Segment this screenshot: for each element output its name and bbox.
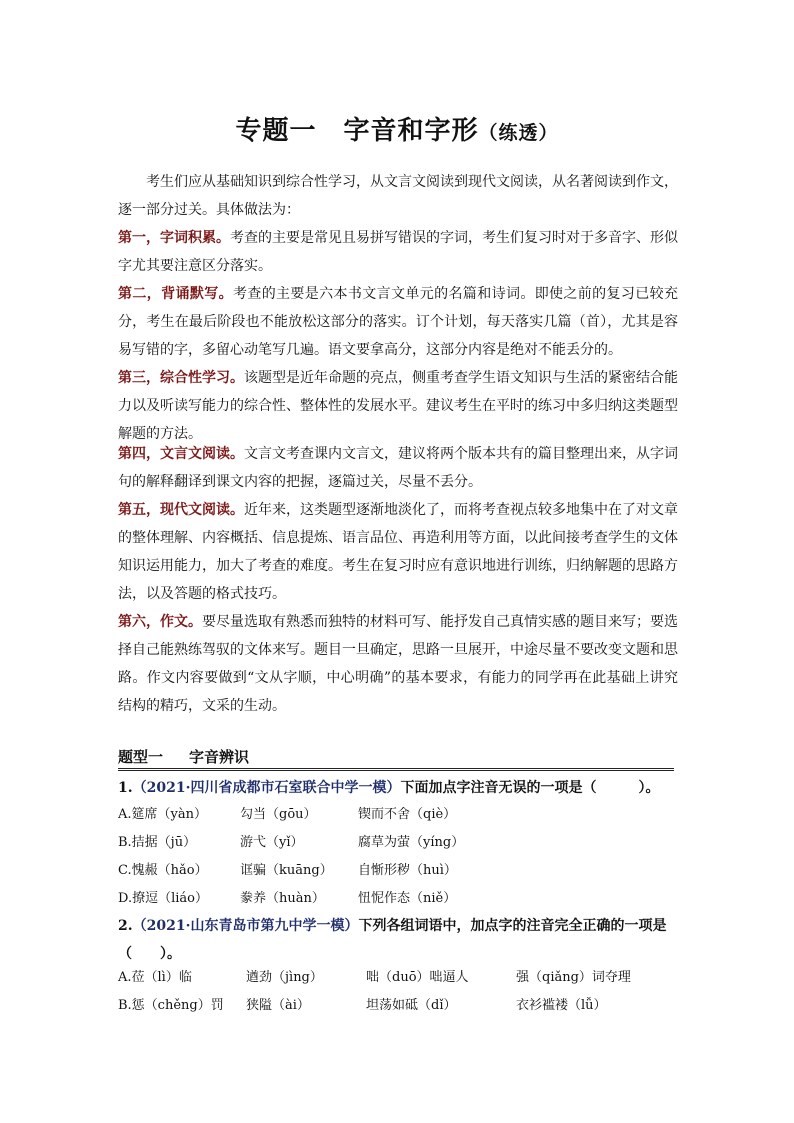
option-item: D.撩逗（liáo） [118,891,208,906]
option-item: 衣衫褴褛（lǚ） [516,998,607,1013]
step-body: 要尽量选取有熟悉而独特的材料可写、能抒发自己真情实感的题目来写；要选择自己能熟练驾驭的文体来写。题目一旦确定，思路一旦展开，中途尽量不要改变文题和思路。作文内容要做到“文从字顺，中心明确”的基本要求，有能力的同学再在此基础上讲究结构的精巧，文采的生动。 [118,614,678,714]
option-item: 强（qiǎng）词夺理 [516,970,631,985]
question-1-number: 1. [118,780,133,796]
step-paragraph [118,440,678,496]
option-item: 坦荡如砥（dǐ） [366,998,457,1013]
option-item: 勾当（gōu） [240,807,317,822]
step-paragraph [118,608,678,720]
option-item: C.愧赧（hǎo） [118,863,208,878]
step-heading: 第一，字词积累。 [118,230,230,246]
section-heading [118,746,674,771]
step-heading: 第五，现代文阅读。 [118,502,244,518]
question-2-source: （2021·山东青岛市第九中学一模） [132,918,359,934]
step-heading: 第四，文言文阅读。 [118,446,244,462]
option-row [118,885,678,913]
option-item: B.惩（chěng）罚 [118,998,224,1013]
option-row [118,857,678,885]
step-body: 近年来，这类题型逐渐地淡化了，而将考查视点较多地集中在了对文章的整体理解、内容概括、信息提炼、语言品位、再造利用等方面，以此间接考查学生的文体知识运用能力，加大了考查的难度。考生在复习时应有意识地进行训练，归纳解题的思路方法，以及答题的格式技巧。 [118,502,678,602]
question-2-text: 下列各组词语中，加点字的注音完全正确的一项是（ ）。 [118,918,667,962]
page-title [0,110,794,147]
step-heading: 第三，综合性学习。 [118,370,244,386]
option-row [118,964,678,992]
question-2-stem [118,912,678,968]
step-paragraph [118,364,678,448]
question-1-text: 下面加点字注音无误的一项是（ ）。 [400,780,660,796]
question-2-number: 2. [118,918,133,934]
step-paragraph [118,496,678,608]
step-body: 考查的主要是常见且易拼写错误的字词，考生们复习时对于多音字、形似字尤其要注意区分落实。 [118,230,678,274]
option-row [118,829,678,857]
step-paragraph [118,280,678,364]
option-item: 自惭形秽（huì） [358,863,457,878]
option-item: A.筵席（yàn） [118,807,207,822]
section-label: 题型一 [118,748,164,766]
question-1-source: （2021·四川省成都市石室联合中学一模） [132,780,401,796]
option-item: 咄（duō）咄逼人 [366,970,469,985]
option-item: 忸怩作态（niě） [358,891,457,906]
option-row [118,801,678,829]
title-sub: （练透） [478,122,559,144]
title-main: 专题一 字音和字形 [235,116,479,146]
option-item: 游弋（yǐ） [240,835,304,850]
intro-paragraph: 考生们应从基础知识到综合性学习，从文言文阅读到现代文阅读，从名著阅读到作文，逐一部分过关。具体做法为： [118,174,678,218]
option-item: 遒劲（jìng） [246,970,323,985]
option-row [118,992,678,1020]
step-body: 考查的主要是六本书文言文单元的名篇和诗词。即使之前的复习已较充分，考生在最后阶段也不能放松这部分的落实。订个计划，每天落实几篇（首），尤其是容易写错的字，多留心动笔写几遍。语文要拿高分，这部分内容是绝对不能丢分的。 [118,286,679,358]
step-heading: 第六，作文。 [118,614,202,630]
option-item: B.拮据（jū） [118,835,197,850]
option-item: 豢养（huàn） [240,891,325,906]
option-item: 锲而不舍（qiè） [358,807,457,822]
section-name: 字音辨识 [189,748,250,766]
step-paragraph [118,224,678,280]
step-heading: 第二，背诵默写。 [118,286,233,302]
option-item: A.莅（lì）临 [118,970,192,985]
step-body: 文言文考查课内文言文，建议将两个版本共有的篇目整理出来，从字词句的解释翻译到课文内容的把握，逐篇过关，尽量不丢分。 [118,446,678,490]
option-item: 诓骗（kuāng） [240,863,333,878]
option-item: 狭隘（ài） [246,998,310,1013]
option-item: 腐草为萤（yíng） [358,835,465,850]
step-body: 该题型是近年命题的亮点，侧重考查学生语文知识与生活的紧密结合能力以及听读写能力的综合性、整体性的发展水平。建议考生在平时的练习中多归纳这类题型解题的方法。 [118,370,678,442]
question-1-stem [118,774,678,802]
